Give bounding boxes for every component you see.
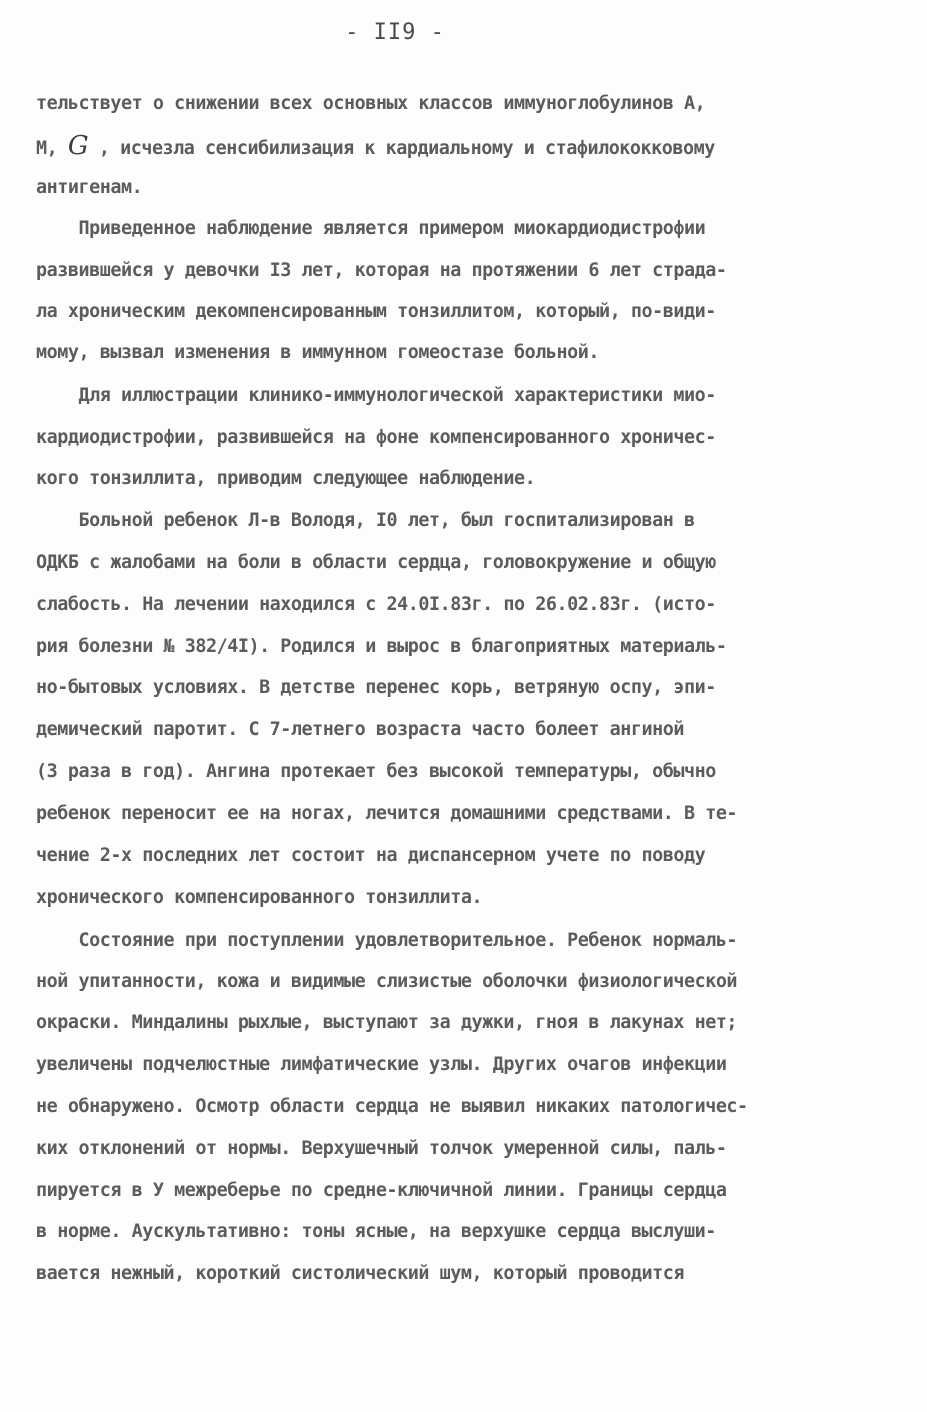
text-line: хронического компенсированного тонзиллита. bbox=[36, 887, 483, 908]
text-line: мому, вызвал изменения в иммунном гомеостазе больной. bbox=[36, 342, 599, 363]
text-line: Для иллюстрации клинико-иммунологической характеристики мио- bbox=[36, 385, 716, 406]
text-fragment: , исчезла сенсибилизация к кардиальному и стафилококковому bbox=[98, 138, 715, 159]
text-line: ребенок переносит ее на ногах, лечится домашними средствами. В те- bbox=[36, 803, 738, 824]
page-number: - II9 - bbox=[345, 20, 445, 45]
text-line: антигенам. bbox=[36, 177, 143, 198]
text-line: ких отклонений от нормы. Верхушечный толчок умеренной силы, паль- bbox=[36, 1138, 727, 1159]
text-line: ла хроническим декомпенсированным тонзиллитом, который, по-види- bbox=[36, 301, 716, 322]
text-line: развившейся у девочки I3 лет, которая на протяжении 6 лет страда- bbox=[36, 260, 727, 281]
handwritten-letter: G bbox=[67, 131, 89, 161]
text-line: Больной ребенок Л-в Володя, I0 лет, был госпитализирован в bbox=[36, 510, 695, 531]
text-line: пируется в У межреберье по средне-ключичной линии. Границы сердца bbox=[36, 1180, 727, 1201]
text-line: кого тонзиллита, приводим следующее наблюдение. bbox=[36, 468, 536, 489]
text-line: (3 раза в год). Ангина протекает без высокой температуры, обычно bbox=[36, 761, 716, 782]
text-line: но-бытовых условиях. В детстве перенес корь, ветряную оспу, эпи- bbox=[36, 677, 716, 698]
text-line: окраски. Миндалины рыхлые, выступают за дужки, гноя в лакунах нет; bbox=[36, 1012, 738, 1033]
text-line: слабость. На лечении находился с 24.0I.83г. по 26.02.83г. (исто- bbox=[36, 594, 716, 615]
text-line: Состояние при поступлении удовлетворительное. Ребенок нормаль- bbox=[36, 930, 738, 951]
text-line: в норме. Аускультативно: тоны ясные, на верхушке сердца выслуши- bbox=[36, 1221, 716, 1242]
text-line: тельствует о снижении всех основных классов иммуноглобулинов А, bbox=[36, 93, 706, 114]
text-line: не обнаружено. Осмотр области сердца не выявил никаких патологичес- bbox=[36, 1096, 748, 1117]
text-line: кардиодистрофии, развившейся на фоне компенсированного хроничес- bbox=[36, 427, 716, 448]
text-line: ОДКБ с жалобами на боли в области сердца, головокружение и общую bbox=[36, 552, 716, 573]
text-line: чение 2-х последних лет состоит на диспансерном учете по поводу bbox=[36, 845, 706, 866]
text-fragment: М, bbox=[36, 138, 58, 159]
text-line bbox=[36, 131, 715, 161]
text-line: демический паротит. С 7-летнего возраста часто болеет ангиной bbox=[36, 719, 684, 740]
text-line: Приведенное наблюдение является примером миокардиодистрофии bbox=[36, 218, 706, 239]
text-line: вается нежный, короткий систолический шум, который проводится bbox=[36, 1263, 684, 1284]
text-line: увеличены подчелюстные лимфатические узлы. Других очагов инфекции bbox=[36, 1054, 727, 1075]
text-line: ной упитанности, кожа и видимые слизистые оболочки физиологической bbox=[36, 971, 738, 992]
text-line: рия болезни № 382/4I). Родился и вырос в благоприятных материаль- bbox=[36, 636, 727, 657]
